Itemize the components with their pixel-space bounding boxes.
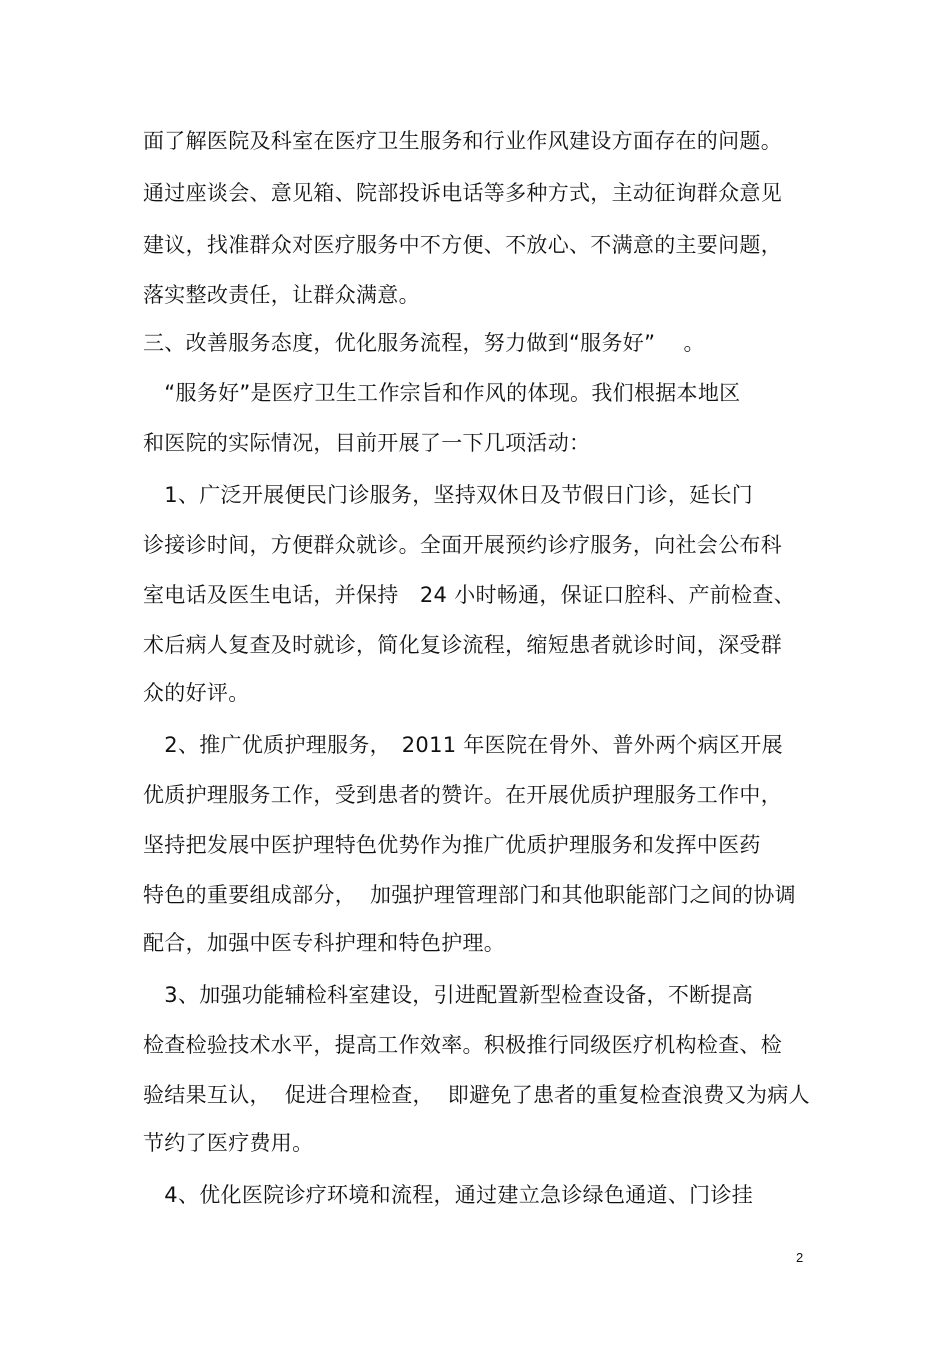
text-line: 诊接诊时间，方便群众就诊。全面开展预约诊疗服务，向社会公布科 [143,533,782,557]
text-line: 3、加强功能辅检科室建设，引进配置新型检查设备，不断提高 [143,983,754,1007]
text-line: 术后病人复查及时就诊，简化复诊流程，缩短患者就诊时间，深受群 [143,633,782,657]
text-line: 验结果互认， 促进合理检查， 即避免了患者的重复检查浪费又为病人 [143,1083,810,1107]
text-line: 优质护理服务工作，受到患者的赞许。在开展优质护理服务工作中， [143,783,782,807]
text-line: 和医院的实际情况，目前开展了一下几项活动： [143,431,591,455]
text-line: 室电话及医生电话，并保持 24 小时畅通，保证口腔科、产前检查、 [143,583,795,607]
text-line: 众的好评。 [143,681,250,705]
text-line: 节约了医疗费用。 [143,1131,314,1155]
text-line: 2、推广优质护理服务， 2011 年医院在骨外、普外两个病区开展 [143,733,783,757]
section-heading: 三、改善服务态度，优化服务流程，努力做到“服务好” 。 [143,331,705,355]
text-line: “服务好”是医疗卫生工作宗旨和作风的体现。我们根据本地区 [143,381,741,405]
text-line: 落实整改责任，让群众满意。 [143,283,420,307]
text-line: 4、优化医院诊疗环境和流程，通过建立急诊绿色通道、门诊挂 [143,1183,754,1207]
text-line: 面了解医院及科室在医疗卫生服务和行业作风建设方面存在的问题。 [143,129,782,153]
text-line: 1、广泛开展便民门诊服务，坚持双休日及节假日门诊，延长门 [143,483,754,507]
text-line: 建议，找准群众对医疗服务中不方便、不放心、不满意的主要问题， [143,233,782,257]
text-line: 坚持把发展中医护理特色优势作为推广优质护理服务和发挥中医药 [143,833,761,857]
text-line: 特色的重要组成部分， 加强护理管理部门和其他职能部门之间的协调 [143,883,796,907]
text-line: 配合，加强中医专科护理和特色护理。 [143,931,506,955]
page-number: 2 [796,1250,804,1265]
text-line: 检查检验技术水平，提高工作效率。积极推行同级医疗机构检查、检 [143,1033,782,1057]
text-line: 通过座谈会、意见箱、院部投诉电话等多种方式，主动征询群众意见 [143,181,782,205]
